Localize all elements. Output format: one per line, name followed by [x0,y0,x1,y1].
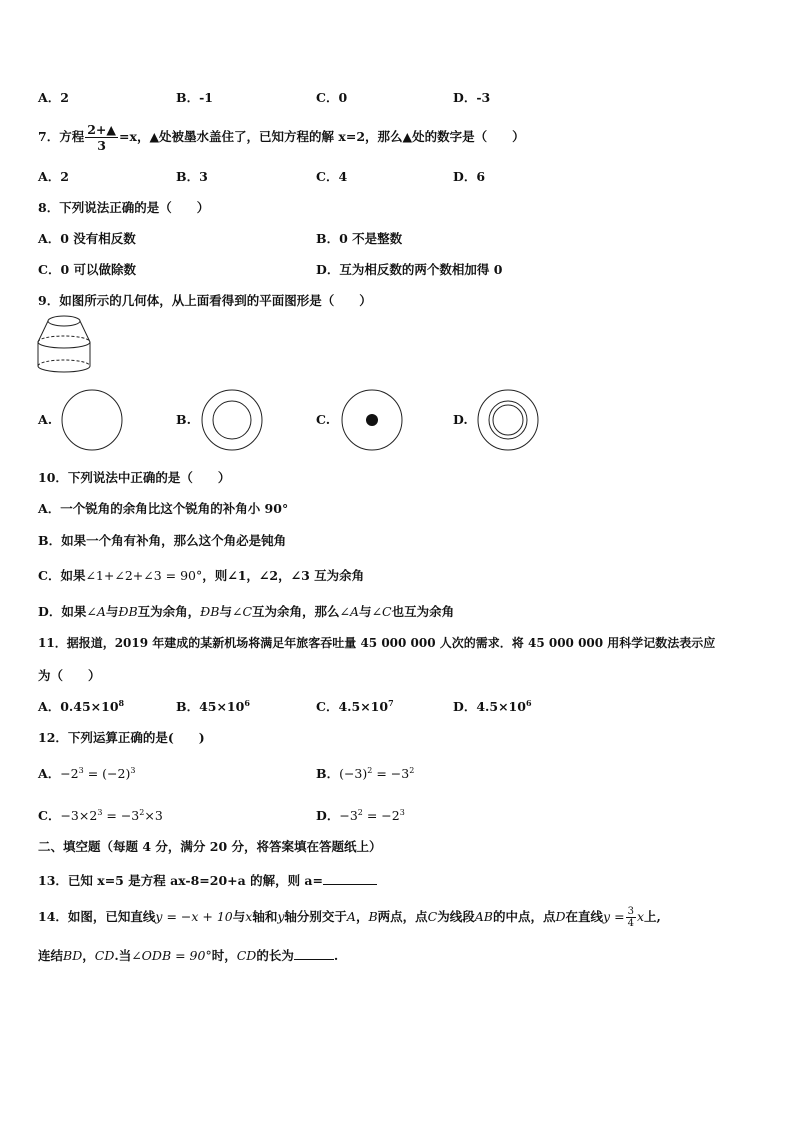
q8-option-b: B．0 不是整数 [316,231,403,246]
q10-d-angle-b2: ÐB [200,604,220,619]
q12-option-c [38,806,163,824]
q14-answer-blank[interactable] [294,947,334,960]
q11-option-a [38,697,124,715]
q8-option-c: C．0 可以做除数 [38,262,136,277]
q9-option-b-figure [200,388,264,452]
q7-suffix: =x，▲处被墨水盖住了，已知方程的解 x=2，那么▲处的数字是（ ） [119,129,525,144]
q11-stem-line2: 为（ ） [38,668,101,683]
q7-fraction [85,122,118,153]
q6-option-b: B．-1 [176,90,213,105]
q14-point-c: C [427,909,438,924]
q11-d-exp: 6 [525,697,532,708]
q9-option-c-figure [340,388,404,452]
q9-option-d-figure [476,388,540,452]
q11-b-exp: 6 [244,697,250,708]
q10-d-angle-a2: ∠A [339,604,360,619]
q6-option-c: C．0 [316,90,348,105]
q14-segment-bd: BD [63,948,83,963]
q12-option-d [316,806,405,824]
q10-d-t2: 互为余角， [137,604,201,619]
q10-c-math: ∠1+∠2+∠3 = 90° [85,568,203,583]
q10-d-angle-a: ∠A [86,604,106,619]
q12-d-math: $-3^2 = -2^3$ [339,807,405,823]
q10-d-t4: 互为余角，那么 [252,604,340,619]
q14-line2 [38,946,338,964]
q14-line2-eq-x: x [636,909,644,924]
q12-a-math: $-2^3 = (-2)^3$ [60,765,136,781]
q11-a-base: A．0.45×10 [38,699,119,714]
q14-angle-odb: ∠ODB = 90° [131,948,212,963]
q10-d-t1: 与 [105,604,119,619]
q10-option-a: A．一个锐角的余角比这个锐角的补角小 90° [38,501,289,516]
q14-point-a: A [346,909,356,924]
q14-l2-f: . [333,948,339,963]
q12-option-b [316,764,414,782]
q11-option-c [316,697,394,715]
q14-segment-ab: AB [474,909,493,924]
q10-option-c [38,566,364,584]
q10-d-t5: 与 [359,604,372,619]
q10-d-angle-c: ∠C [231,604,253,619]
q14-fraction [626,906,636,929]
section-2-heading: 二、填空题（每题 4 分，满分 20 分，将答案填在答题纸上） [38,839,382,854]
q14-l1-j: 上, [644,909,661,924]
q14-l1-i: 在直线 [565,909,604,924]
q14-l2-a: 连结 [38,948,64,963]
q12-option-a [38,764,135,782]
q14-l2-d: 时， [211,948,237,963]
q7-frac-den: 3 [97,138,106,153]
q14-l1-b: 与 [232,909,246,924]
q12-c-label: C． [38,808,61,823]
q14-l1-h: 的中点，点 [492,909,556,924]
q7-option-a: A．2 [38,169,69,184]
q14-point-b: B [368,909,378,924]
q14-l1-c: 轴和 [252,909,278,924]
q12-d-label: D． [316,808,340,823]
q14-l1-a: 14．如图，已知直线 [38,909,156,924]
q14-point-d: D [555,909,566,924]
q7-option-b: B．3 [176,169,208,184]
q9-label-a: A. [38,412,53,427]
q9-option-a-figure [60,388,124,452]
q7-stem [38,122,525,153]
q12-stem: 12．下列运算正确的是( ) [38,730,205,745]
q10-c-pre: C．如果 [38,568,86,583]
q10-d-t6: 也互为余角 [391,604,455,619]
q11-d-base: D．4.5×10 [453,699,526,714]
q14-l2-e: 的长为 [256,948,294,963]
q10-c-post: ，则∠1，∠2，∠3 互为余角 [202,568,365,583]
q14-line2-eq-lhs: y = [603,909,625,924]
q11-c-exp: 7 [388,697,394,708]
q14-l2-b: ， [82,948,95,963]
q14-frac-num: 3 [627,906,634,917]
q14-l1-g: 为线段 [437,909,475,924]
q13-stem [38,871,377,889]
q10-d-angle-b: ÐB [118,604,138,619]
q12-c-math: $-3\times 2^3 = -3^2\times 3$ [60,807,163,823]
q9-stem: 9．如图所示的几何体，从上面看得到的平面图形是（ ） [38,293,372,308]
q14-y-axis: y [277,909,285,924]
q14-l2-c: .当 [114,948,132,963]
q11-c-base: C．4.5×10 [316,699,389,714]
q11-option-b [176,697,250,715]
q14-l1-d: 轴分别交于 [284,909,347,924]
q10-d-pre: D．如果 [38,604,87,619]
q7-option-d: D．6 [453,169,486,184]
q14-segment-cd: CD [94,948,115,963]
q11-option-d [453,697,532,715]
q6-option-d: D．-3 [453,90,491,105]
q12-a-label: A． [38,766,61,781]
q12-b-math: $(-3)^2 = -3^2$ [339,765,415,781]
q10-d-angle-c2: ∠C [371,604,392,619]
q9-label-c: C. [316,412,331,427]
q10-option-b: B．如果一个角有补角，那么这个角必是钝角 [38,533,287,548]
q7-number: 7． [38,129,60,144]
q11-a-exp: 8 [118,697,125,708]
q14-frac-den: 4 [627,918,634,929]
q14-l1-e: ， [355,909,369,924]
q14-segment-cd2: CD [236,948,257,963]
q14-x-axis: x [245,909,253,924]
q7-frac-num: 2+▲ [87,122,117,137]
q9-label-b: B. [176,412,191,427]
q10-stem: 10．下列说法中正确的是（ ） [38,470,231,485]
q14-line1 [38,906,661,929]
q8-option-d: D．互为相反数的两个数相加得 0 [316,262,503,277]
q14-l1-f: 两点，点 [377,909,428,924]
q11-stem-line1: 11．据报道，2019 年建成的某新机场将满足年旅客吞吐量 45 000 000 人次的需求．将 45 000 000 用科学记数法表示应 [38,636,716,650]
q9-label-d: D. [453,412,468,427]
q10-d-t3: 与 [219,604,232,619]
q12-b-label: B． [316,766,340,781]
q10-option-d [38,602,454,620]
q13-answer-blank[interactable] [323,872,377,885]
q7-option-c: C．4 [316,169,348,184]
q6-option-a: A．2 [38,90,69,105]
q8-option-a: A．0 没有相反数 [38,231,136,246]
q14-line-eq: y = −x + 10 [155,909,233,924]
q11-b-base: B．45×10 [176,699,245,714]
q13-text: 13．已知 x=5 是方程 ax-8=20+a 的解，则 a= [38,873,324,888]
q9-solid-figure [34,314,98,376]
q7-prefix: 方程 [59,129,85,144]
q8-stem: 8．下列说法正确的是（ ） [38,200,210,215]
